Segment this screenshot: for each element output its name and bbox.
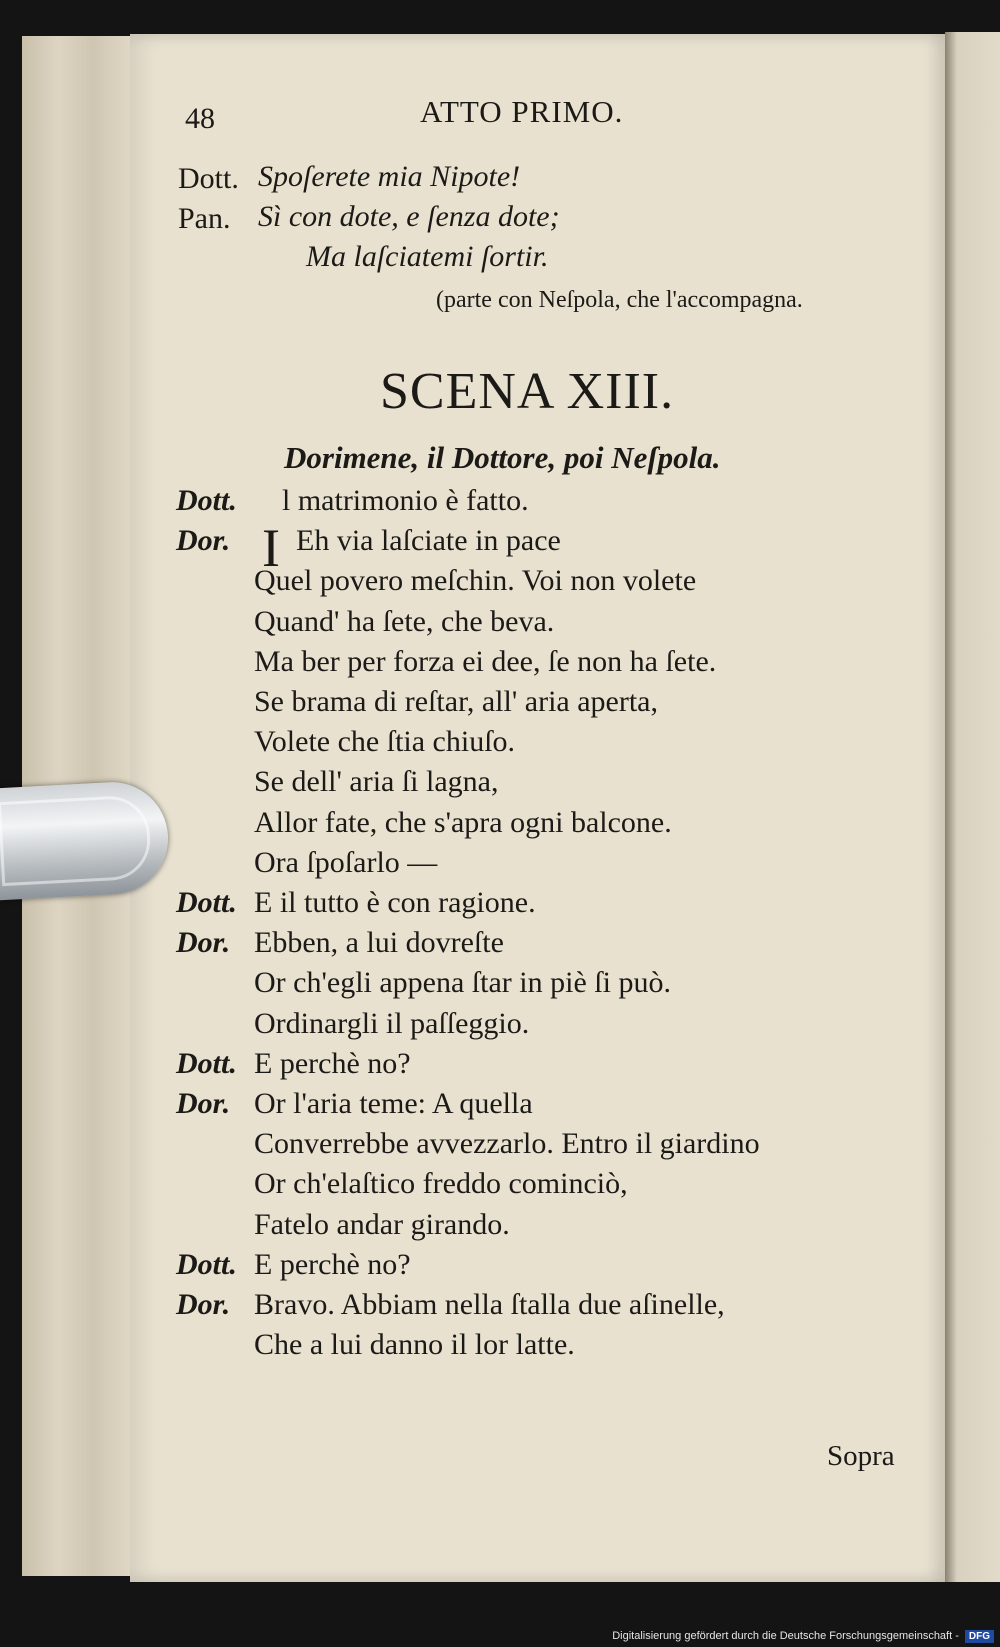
speaker-label: Dott. [176, 1046, 237, 1080]
stage-direction: (parte con Neſpola, che l'accompagna. [436, 287, 803, 313]
page-number: 48 [185, 102, 215, 135]
dialogue-line: Converrebbe avvezzarlo. Entro il giardino [254, 1127, 760, 1161]
scene-persons: Dorimene, il Dottore, poi Neſpola. [284, 440, 721, 475]
dialogue-line: Se brama di reſtar, all' aria aperta, [254, 685, 658, 718]
running-head: ATTO PRIMO. [420, 94, 624, 129]
dialogue-line: Ma ber per forza ei dee, ſe non ha ſete. [254, 644, 717, 678]
verse-line: Sì con dote, e ſenza dote; [258, 200, 560, 233]
dialogue-line: Or ch'egli appena ſtar in piè ſi può. [254, 966, 671, 1000]
dialogue-line: Or ch'elaſtico freddo cominciò, [254, 1167, 628, 1201]
dialogue-line: Eh via laſciate in pace [296, 524, 561, 558]
speaker-label: Dor. [176, 926, 231, 960]
scene-title: SCENA XIII. [380, 363, 675, 420]
dialogue-line: Bravo. Abbiam nella ſtalla due aſinelle, [254, 1288, 725, 1321]
dialogue-line: Volete che ſtia chiuſo. [254, 725, 516, 759]
facing-page-edge [945, 32, 1000, 1582]
speaker-label: Dor. [176, 1087, 231, 1120]
dialogue-line: Quel povero meſchin. Voi non volete [254, 564, 697, 598]
dialogue-line: Allor fate, che s'apra ogni balcone. [254, 805, 672, 839]
dfg-logo: DFG [965, 1630, 994, 1643]
dialogue-line: Se dell' aria ſi lagna, [254, 765, 499, 799]
dialogue-line: l matrimonio è fatto. [282, 484, 529, 517]
page-clip [0, 779, 171, 900]
dialogue-line: E perchè no? [254, 1046, 411, 1080]
speaker-label: Dott. [176, 484, 237, 517]
verse-line: Ma laſciatemi ſortir. [306, 240, 549, 273]
dialogue-line: E perchè no? [254, 1247, 411, 1281]
catchword: Sopra [827, 1440, 895, 1472]
speaker-label: Dott. [178, 162, 239, 195]
footer-text: Digitalisierung gefördert durch die Deutsche Forschungsgemeinschaft - [612, 1630, 959, 1642]
dialogue-line: Ora ſpoſarlo — [254, 845, 438, 879]
speaker-label: Dor. [176, 1288, 231, 1321]
dialogue-line: Fatelo andar girando. [254, 1207, 510, 1241]
dialogue-line: E il tutto è con ragione. [254, 886, 536, 919]
dialogue-line: Che a lui danno il lor latte. [254, 1328, 575, 1362]
drop-initial: I [262, 518, 280, 578]
speaker-label: Dott. [176, 886, 237, 919]
verse-line: Spoſerete mia Nipote! [258, 160, 521, 193]
dialogue-line: Ordinargli il paſſeggio. [254, 1006, 530, 1040]
speaker-label: Dor. [176, 524, 231, 558]
dialogue-line: Quand' ha ſete, che beva. [254, 604, 555, 638]
speaker-label: Dott. [176, 1247, 237, 1281]
dialogue-line: Or l'aria teme: A quella [254, 1087, 533, 1120]
speaker-label: Pan. [178, 202, 231, 235]
dialogue-line: Ebben, a lui dovreſte [254, 926, 504, 960]
footer-credit [612, 1625, 994, 1647]
